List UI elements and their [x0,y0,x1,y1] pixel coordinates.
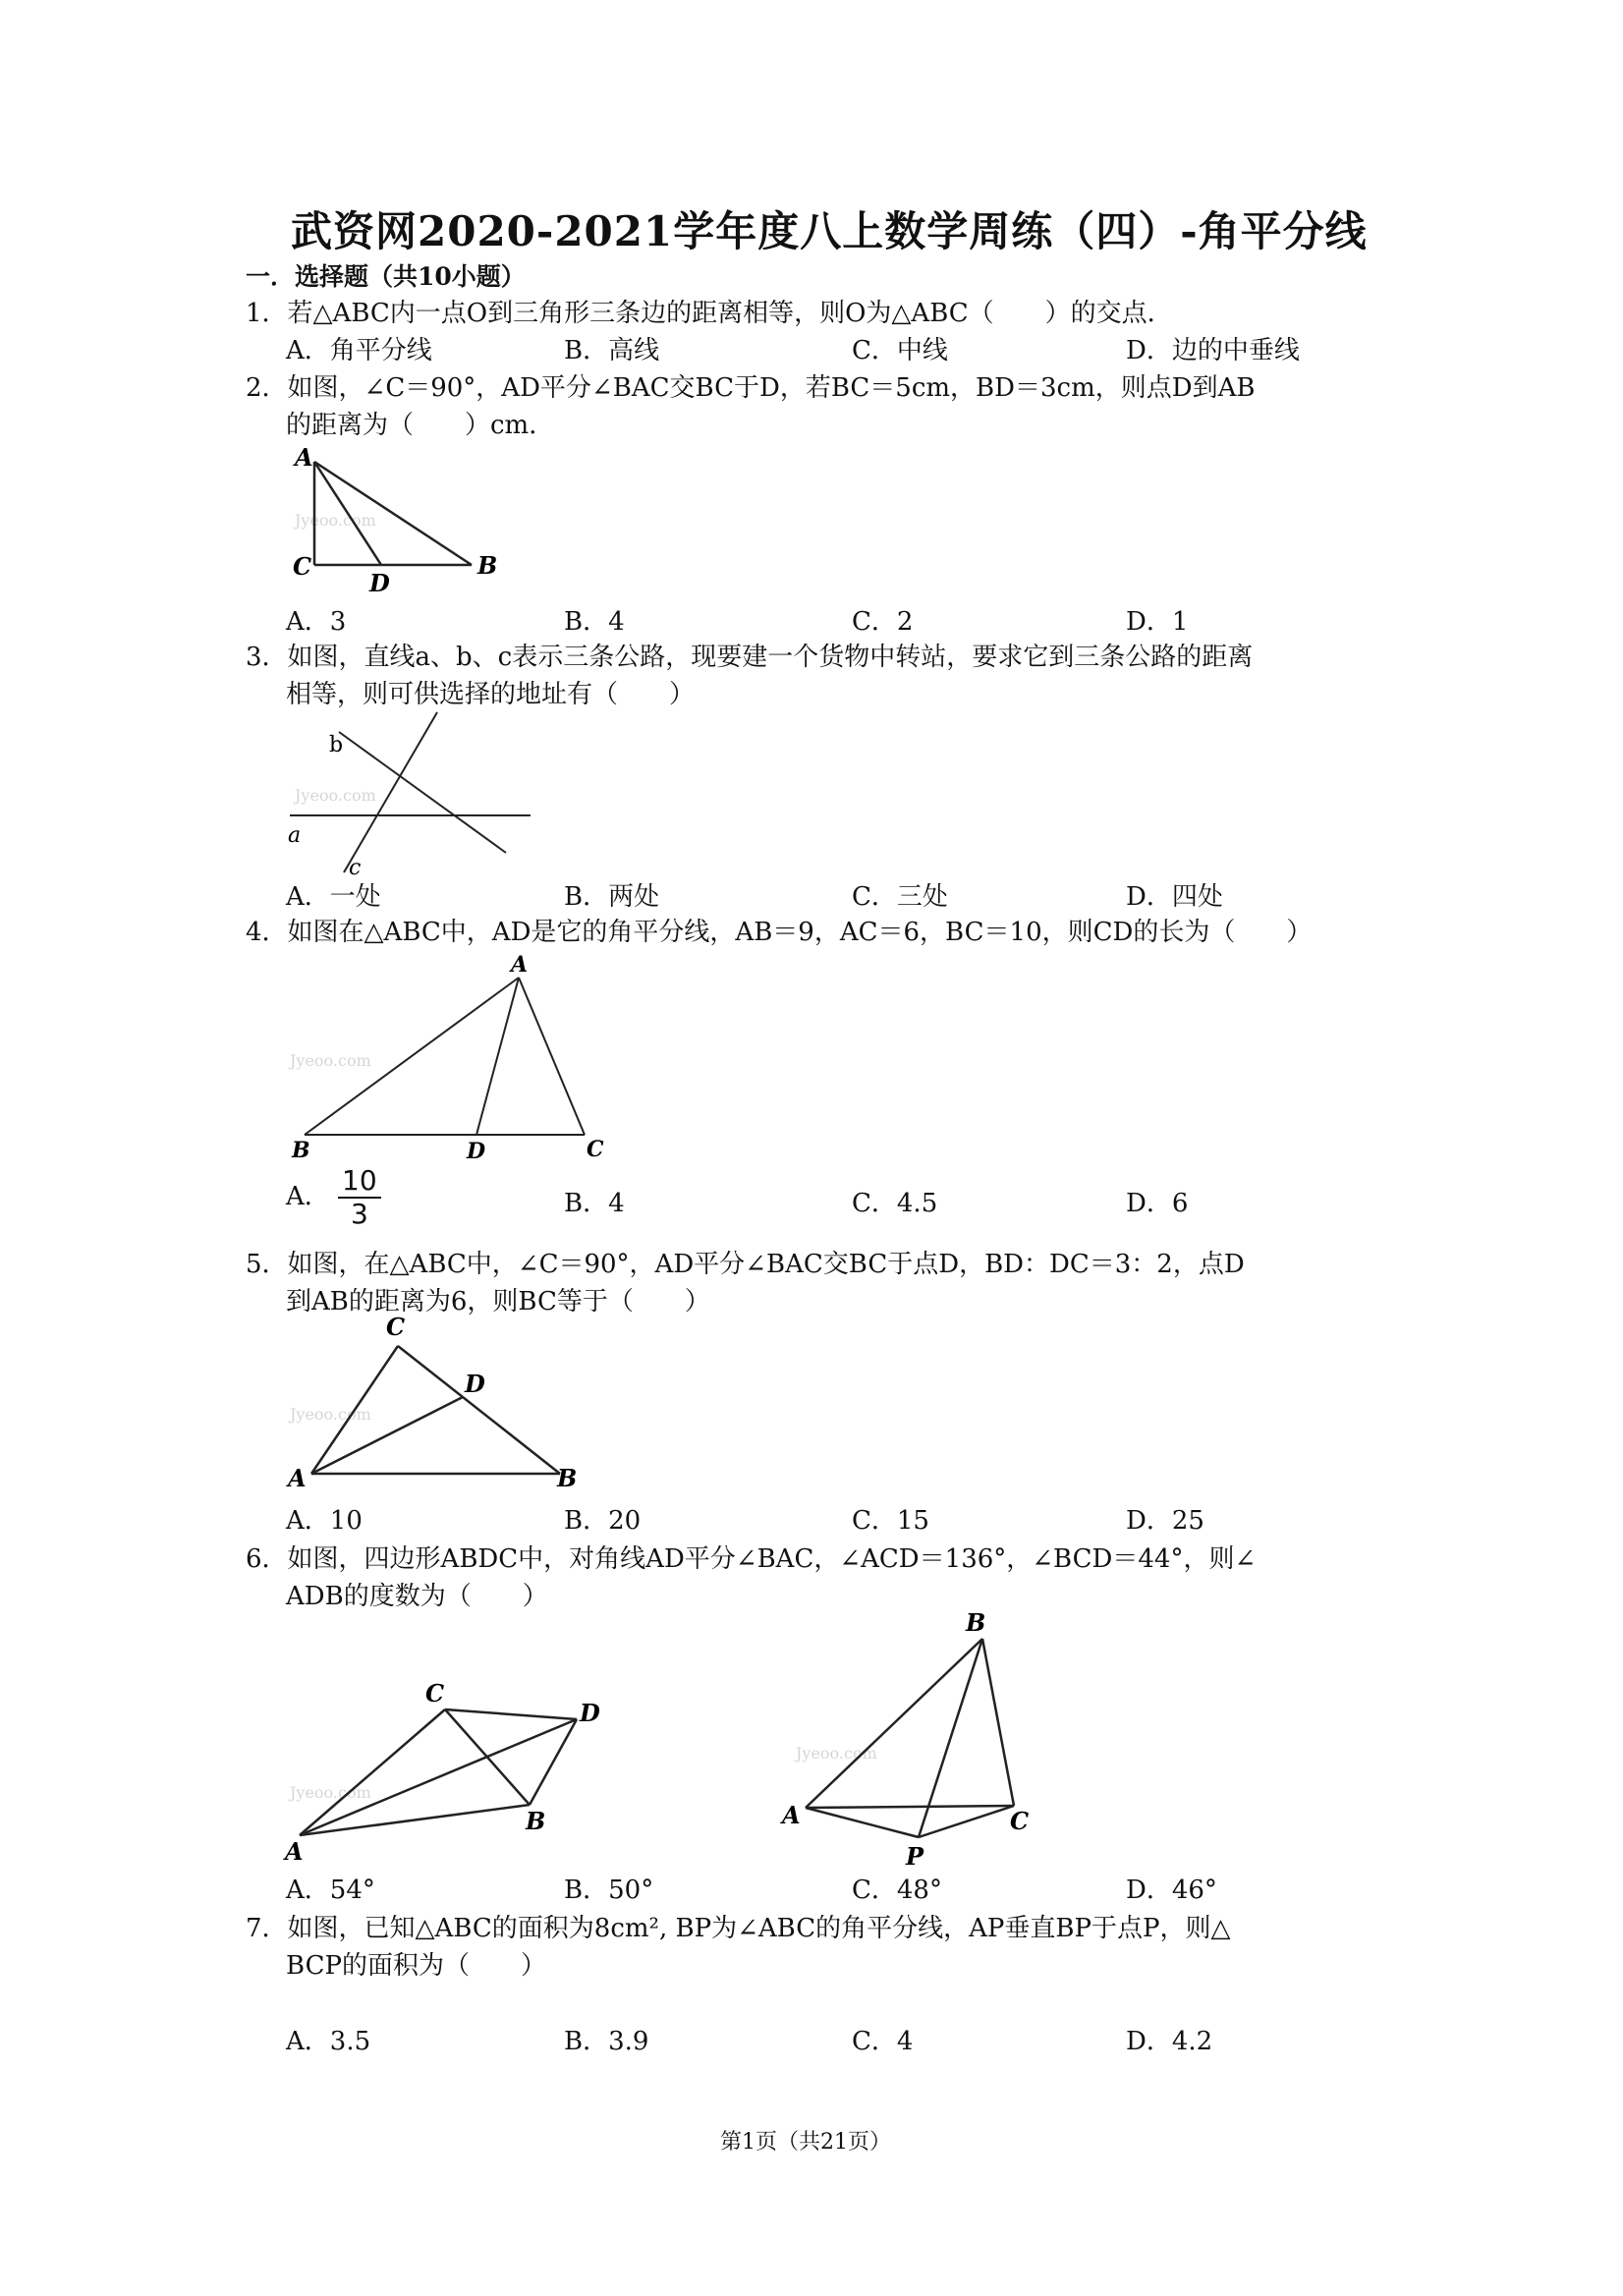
q3-option-d: D．四处 [1126,882,1223,912]
watermark: Jyeoo.com [796,1744,877,1763]
q2-figure [285,442,511,599]
watermark: Jyeoo.com [295,786,376,805]
q3-label-b: b [329,733,344,757]
q4-label-a: A [511,952,529,978]
question-3-text-line1: 3．如图，直线a、b、c表示三条公路，现要建一个货物中转站，要求它到三条公路的距离 [246,643,1254,672]
q5-label-b: B [557,1464,578,1492]
q4-option-b: B．4 [564,1189,625,1218]
page-footer: 第1页（共21页） [720,2130,891,2155]
q6-label-a: A [285,1837,304,1866]
q5-option-a: A．10 [286,1506,363,1536]
q6-figure [280,1670,614,1867]
q7-label-p: P [906,1842,924,1871]
watermark: Jyeoo.com [290,1051,371,1070]
q7-option-d: D．4.2 [1126,2027,1213,2056]
fraction-numerator: 10 [338,1167,381,1199]
q4-figure [280,948,624,1169]
question-7-text-line2: BCP的面积为（ ） [286,1951,546,1981]
q6-label-c: C [425,1679,445,1708]
q2-label-a: A [295,443,313,472]
q4-option-c: C．4.5 [852,1189,938,1218]
q4-label-c: C [587,1137,604,1162]
question-4-text: 4．如图在△ABC中，AD是它的角平分线，AB＝9，AC＝6，BC＝10，则CD的长为（ ） [246,918,1313,947]
q5-option-c: C．15 [852,1506,929,1536]
q7-label-c: C [1010,1807,1030,1835]
q1-option-a: A．角平分线 [286,336,432,365]
q5-label-d: D [465,1370,485,1398]
question-3-text-line2: 相等，则可供选择的地址有（ ） [286,680,696,709]
question-6-text-line1: 6．如图，四边形ABDC中，对角线AD平分∠BAC，∠ACD＝136°，∠BCD＝44°，则∠ [246,1544,1257,1574]
q5-option-b: B．20 [564,1506,642,1536]
q1-option-c: C．中线 [852,336,948,365]
q4-option-a-label: A． [286,1182,330,1211]
q2-option-b: B．4 [564,607,625,637]
page-title: 武资网2020-2021学年度八上数学周练（四）-角平分线 [291,207,1368,255]
q2-label-c: C [293,552,312,581]
q5-label-a: A [288,1464,307,1492]
q3-label-c: c [349,856,362,879]
q3-option-a: A．一处 [286,882,381,912]
q6-option-d: D．46° [1126,1876,1217,1905]
q4-option-a-fraction [338,1164,381,1230]
q1-option-b: B．高线 [564,336,660,365]
q5-figure [280,1312,594,1498]
q4-option-a [286,1164,381,1230]
q6-option-c: C．48° [852,1876,942,1905]
question-2-text-line2: 的距离为（ ）cm． [286,411,555,440]
watermark: Jyeoo.com [295,511,376,530]
q5-option-d: D．25 [1126,1506,1204,1536]
q1-option-d: D．边的中垂线 [1126,336,1300,365]
q2-label-d: D [369,569,390,597]
q7-option-b: B．3.9 [564,2027,649,2056]
q7-label-a: A [782,1801,801,1829]
q2-option-c: C．2 [852,607,914,637]
q2-option-a: A．3 [286,607,347,637]
q6-label-b: B [526,1807,546,1835]
question-5-text-line2: 到AB的距离为6，则BC等于（ ） [286,1287,710,1316]
q4-label-b: B [292,1138,310,1163]
q7-label-b: B [966,1608,986,1637]
watermark: Jyeoo.com [290,1783,371,1802]
q6-option-a: A．54° [286,1876,375,1905]
q3-option-c: C．三处 [852,882,948,912]
q2-label-b: B [477,551,498,580]
watermark: Jyeoo.com [290,1405,371,1424]
q3-figure [280,707,545,879]
question-1-text: 1．若△ABC内一点O到三角形三条边的距离相等，则O为△ABC（ ）的交点． [246,299,1173,328]
q5-label-c: C [386,1313,406,1341]
q2-option-d: D．1 [1126,607,1189,637]
q4-option-d: D．6 [1126,1189,1189,1218]
fraction-denominator: 3 [350,1198,368,1230]
question-5-text-line1: 5．如图，在△ABC中，∠C＝90°，AD平分∠BAC交BC于点D，BD：DC＝3：2，点D [246,1250,1245,1279]
q7-option-c: C．4 [852,2027,914,2056]
section-heading: 一．选择题（共10小题） [246,262,526,291]
question-7-text-line1: 7．如图，已知△ABC的面积为8cm², BP为∠ABC的角平分线，AP垂直BP于点P，则△ [246,1914,1231,1943]
question-6-text-line2: ADB的度数为（ ） [286,1582,548,1611]
q3-option-b: B．两处 [564,882,660,912]
q7-option-a: A．3.5 [286,2027,371,2056]
q6-label-d: D [580,1699,600,1727]
q7-figure [776,1601,1071,1876]
question-2-text-line1: 2．如图，∠C＝90°，AD平分∠BAC交BC于D，若BC＝5cm，BD＝3cm，则点D到AB [246,373,1256,403]
q6-option-b: B．50° [564,1876,654,1905]
q4-label-d: D [467,1139,486,1164]
q3-label-a: a [288,823,302,848]
